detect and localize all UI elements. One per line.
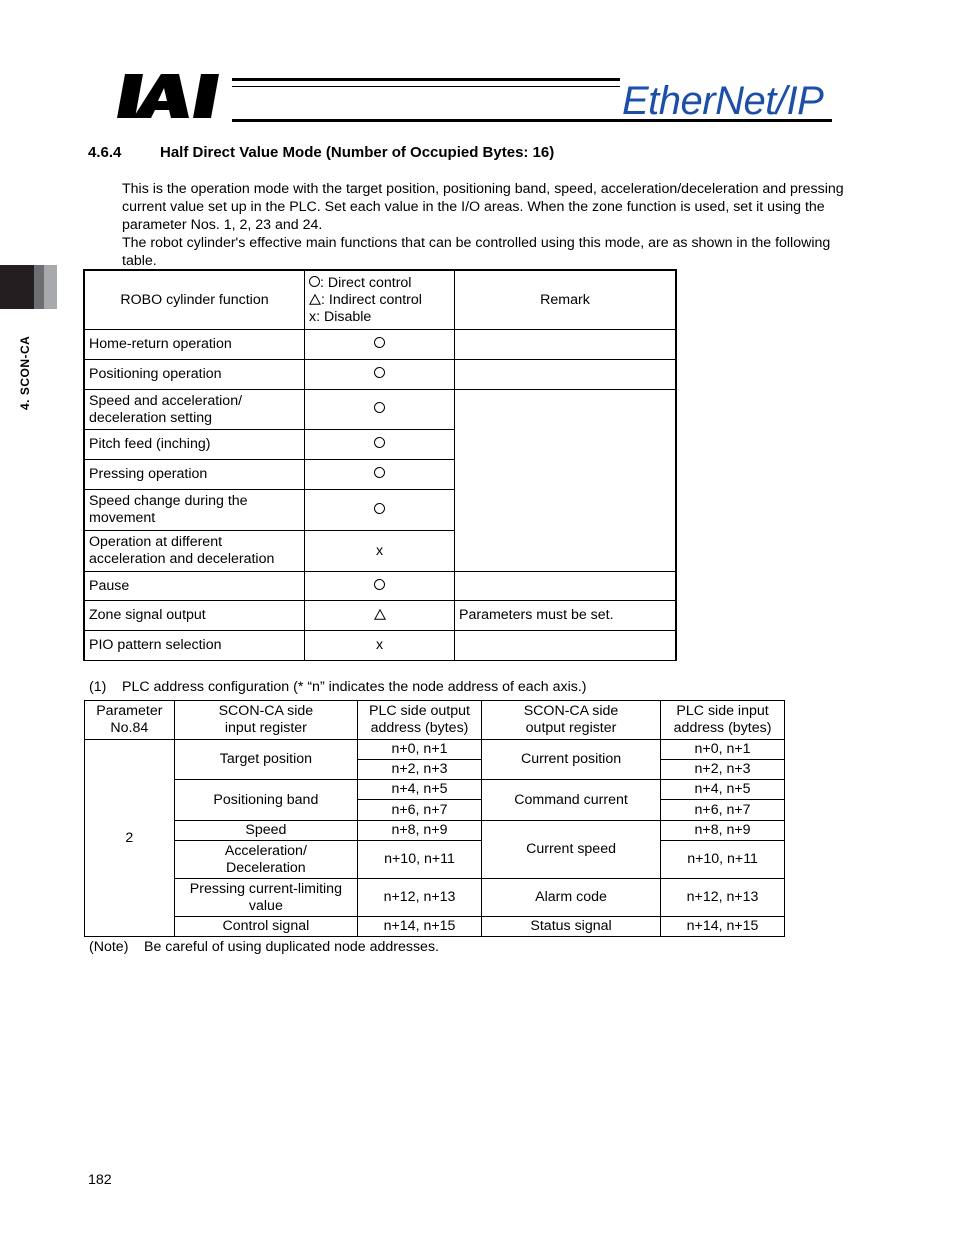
parameter-value: 2	[85, 740, 175, 937]
intro-text	[122, 180, 862, 270]
remark-cell	[455, 360, 676, 390]
section-title: Half Direct Value Mode (Number of Occupied Bytes: 16)	[160, 144, 555, 161]
page-number: 182	[88, 1172, 112, 1188]
note-label: (Note)	[89, 939, 129, 955]
plc-output-address: n+14, n+15	[358, 917, 482, 937]
note-text: Be careful of using duplicated node addresses.	[144, 939, 439, 955]
disable-mark: x	[305, 631, 455, 661]
header-function: ROBO cylinder function	[85, 271, 305, 330]
plc-input-address: n+12, n+13	[661, 879, 785, 917]
function-name: Speed change during the movement	[85, 490, 305, 531]
disable-mark: x	[305, 531, 455, 572]
section-heading	[88, 144, 554, 161]
remark-cell: Parameters must be set.	[455, 601, 676, 631]
plc-input-address: n+4, n+5	[661, 780, 785, 800]
circle-icon	[374, 579, 385, 590]
plc-output-address: n+4, n+5	[358, 780, 482, 800]
input-register: Speed	[174, 821, 357, 841]
section-number: 4.6.4	[88, 144, 122, 161]
function-name: Pressing operation	[85, 460, 305, 490]
function-name: Operation at different acceleration and deceleration	[85, 531, 305, 572]
chapter-tab-marker	[0, 265, 57, 309]
iai-logo	[117, 70, 229, 122]
circle-icon	[309, 276, 320, 287]
plc-output-address: n+12, n+13	[358, 879, 482, 917]
output-register: Alarm code	[481, 879, 660, 917]
circle-icon	[374, 467, 385, 478]
function-name: Pitch feed (inching)	[85, 430, 305, 460]
header-remark: Remark	[455, 271, 676, 330]
triangle-icon	[374, 609, 386, 620]
input-register: Positioning band	[174, 780, 357, 821]
plc-output-address: n+0, n+1	[358, 740, 482, 760]
circle-icon	[374, 402, 385, 413]
plc-output-address: n+10, n+11	[358, 841, 482, 879]
plc-input-address: n+8, n+9	[661, 821, 785, 841]
plc-input-address: n+6, n+7	[661, 800, 785, 821]
header-legend	[305, 271, 455, 330]
remark-cell-merged	[455, 390, 676, 572]
plc-output-address: n+6, n+7	[358, 800, 482, 821]
legend-disable: x: Disable	[309, 308, 372, 325]
input-register: Control signal	[174, 917, 357, 937]
input-register: Target position	[174, 740, 357, 780]
input-register: Pressing current-limiting value	[174, 879, 357, 917]
input-register: Acceleration/ Deceleration	[174, 841, 357, 879]
remark-cell	[455, 330, 676, 360]
function-table	[84, 270, 676, 661]
plc-address-table	[84, 700, 785, 937]
function-name: Pause	[85, 572, 305, 601]
function-name: Home-return operation	[85, 330, 305, 360]
function-name: Positioning operation	[85, 360, 305, 390]
output-register: Current position	[481, 740, 660, 780]
remark-cell	[455, 572, 676, 601]
plc-input-address: n+14, n+15	[661, 917, 785, 937]
chapter-tab-label: 4. SCON-CA	[18, 335, 32, 410]
header-input-register: SCON-CA side input register	[174, 701, 357, 740]
circle-icon	[374, 503, 385, 514]
function-name: Zone signal output	[85, 601, 305, 631]
function-name: PIO pattern selection	[85, 631, 305, 661]
header-plc-output: PLC side output address (bytes)	[358, 701, 482, 740]
plc-input-address: n+2, n+3	[661, 760, 785, 780]
output-register: Current speed	[481, 821, 660, 879]
header-title: EtherNet/IP	[622, 79, 824, 123]
circle-icon	[374, 367, 385, 378]
plc-input-address: n+10, n+11	[661, 841, 785, 879]
plc-section-heading	[89, 679, 587, 695]
circle-icon	[374, 337, 385, 348]
plc-section-number: (1)	[89, 679, 107, 695]
plc-output-address: n+2, n+3	[358, 760, 482, 780]
output-register: Command current	[481, 780, 660, 821]
plc-section-title: PLC address configuration (* “n” indicates the node address of each axis.)	[122, 679, 587, 695]
function-name: Speed and acceleration/ deceleration setting	[85, 390, 305, 430]
triangle-icon	[309, 294, 321, 305]
output-register: Status signal	[481, 917, 660, 937]
note	[89, 939, 439, 955]
remark-cell	[455, 631, 676, 661]
legend-indirect: : Indirect control	[321, 291, 422, 308]
plc-output-address: n+8, n+9	[358, 821, 482, 841]
plc-input-address: n+0, n+1	[661, 740, 785, 760]
legend-direct: : Direct control	[320, 274, 412, 291]
header-plc-input: PLC side input address (bytes)	[661, 701, 785, 740]
circle-icon	[374, 437, 385, 448]
intro-paragraph-1: This is the operation mode with the target position, positioning band, speed, acceleration/deceleration and pressing current value set up in the PLC. Set each value in the I/O areas. When the zone function is used, set it using the parameter Nos. 1, 2, 23 and 24.	[122, 181, 844, 233]
header-parameter: Parameter No.84	[85, 701, 175, 740]
intro-paragraph-2: The robot cylinder's effective main functions that can be controlled using this mode, are as shown in the following table.	[122, 235, 831, 269]
header-output-register: SCON-CA side output register	[481, 701, 660, 740]
